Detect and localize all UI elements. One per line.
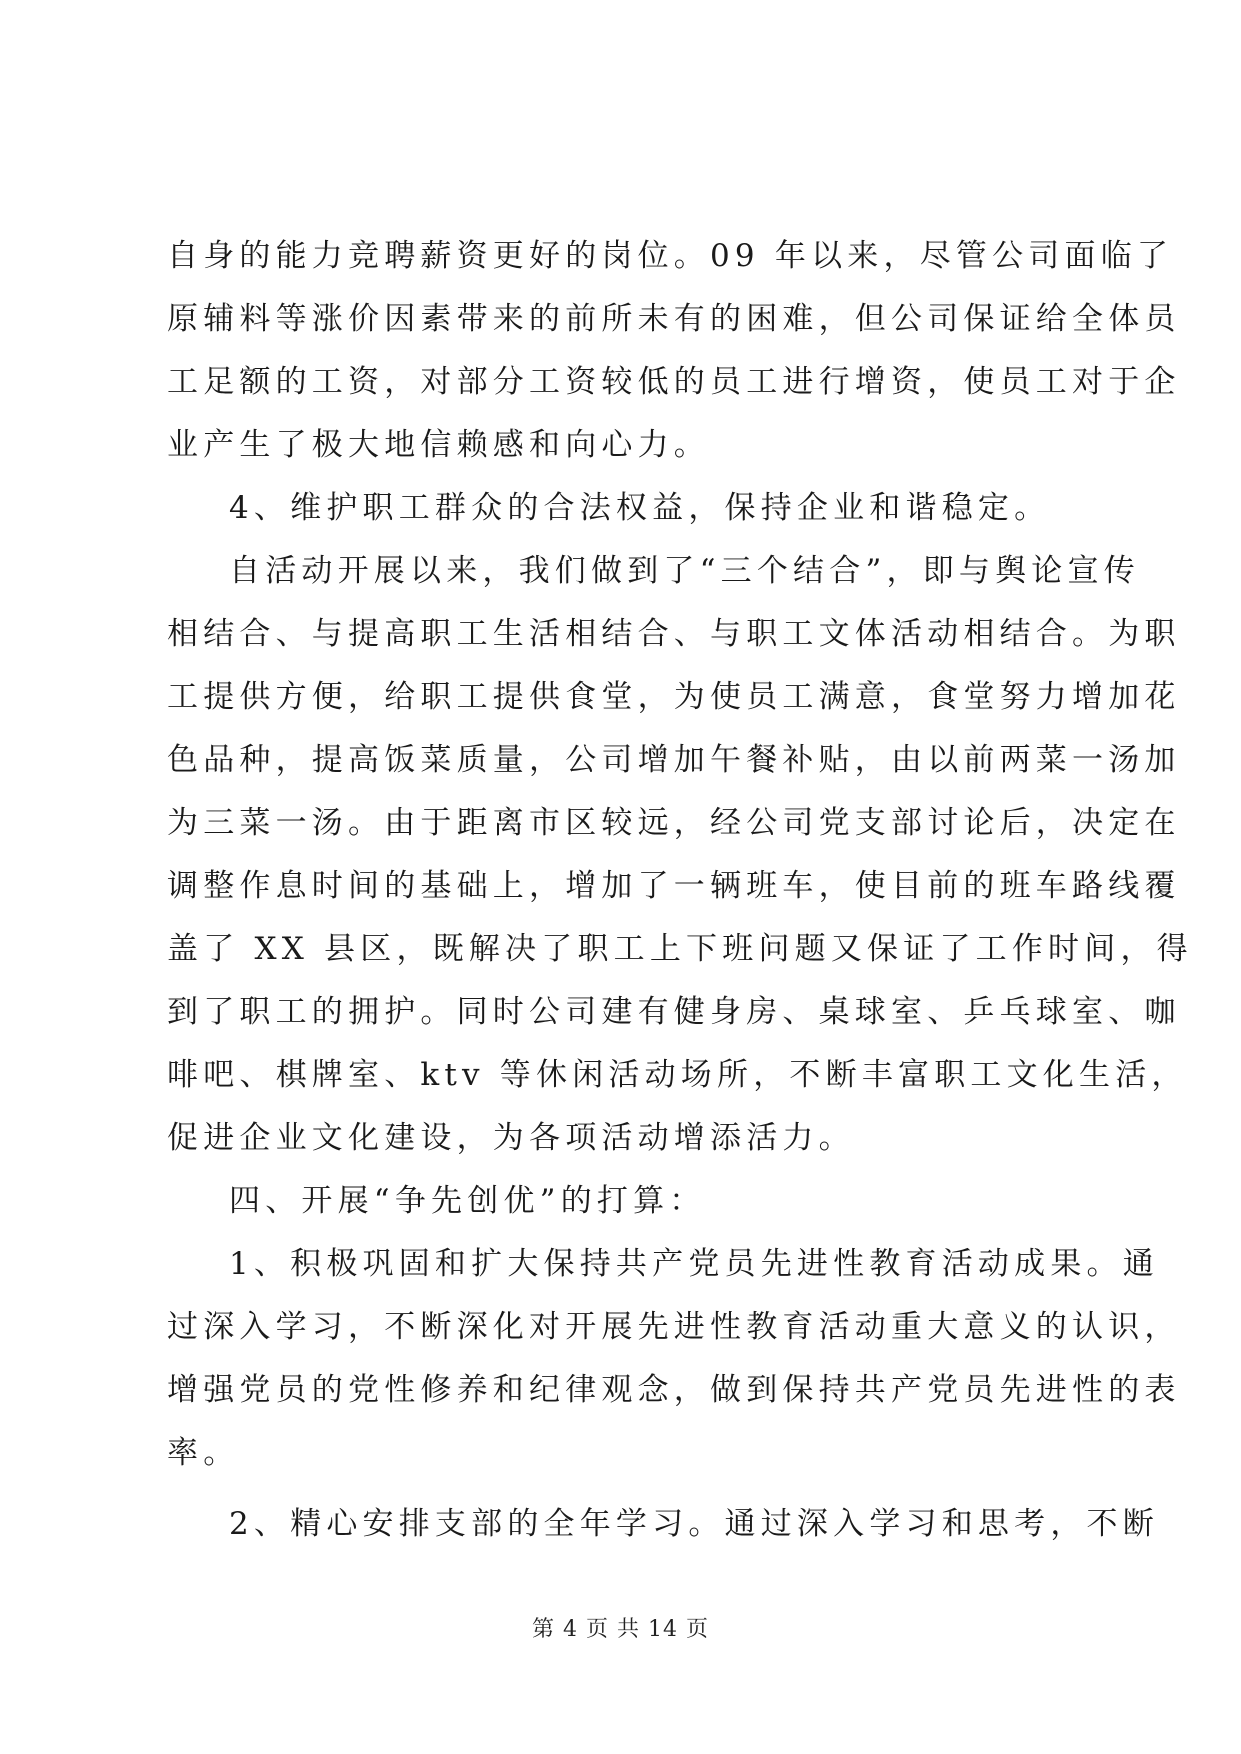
text-line: 相结合、与提高职工生活相结合、与职工文体活动相结合。为职 bbox=[167, 616, 1181, 652]
section-heading: 4、维护职工群众的合法权益，保持企业和谐稳定。 bbox=[229, 490, 1051, 526]
text-line: 啡吧、棋牌室、ktv 等休闲活动场所，不断丰富职工文化生活， bbox=[167, 1057, 1188, 1093]
text-line: 2、精心安排支部的全年学习。通过深入学习和思考，不断 bbox=[229, 1506, 1159, 1542]
text-line: 自活动开展以来，我们做到了“三个结合”，即与舆论宣传 bbox=[229, 553, 1140, 589]
text-line: 调整作息时间的基础上，增加了一辆班车，使目前的班车路线覆 bbox=[167, 868, 1181, 904]
text-line: 1、积极巩固和扩大保持共产党员先进性教育活动成果。通 bbox=[229, 1246, 1159, 1282]
text-line: 过深入学习，不断深化对开展先进性教育活动重大意义的认识， bbox=[167, 1309, 1181, 1345]
body-text bbox=[167, 225, 1193, 1556]
text-line: 增强党员的党性修养和纪律观念，做到保持共产党员先进性的表 bbox=[167, 1372, 1181, 1408]
text-line: 为三菜一汤。由于距离市区较远，经公司党支部讨论后，决定在 bbox=[167, 805, 1181, 841]
text-line: 原辅料等涨价因素带来的前所未有的困难，但公司保证给全体员 bbox=[167, 301, 1181, 337]
page-footer: 第 4 页 共 14 页 bbox=[532, 1617, 709, 1642]
text-line: 自身的能力竞聘薪资更好的岗位。09 年以来，尽管公司面临了 bbox=[167, 238, 1174, 274]
text-line: 工提供方便，给职工提供食堂，为使员工满意，食堂努力增加花 bbox=[167, 679, 1181, 715]
text-line: 到了职工的拥护。同时公司建有健身房、桌球室、乒乓球室、咖 bbox=[167, 994, 1181, 1030]
text-line: 率。 bbox=[167, 1435, 240, 1471]
text-line: 促进企业文化建设，为各项活动增添活力。 bbox=[167, 1120, 855, 1156]
text-line: 色品种，提高饭菜质量，公司增加午餐补贴，由以前两菜一汤加 bbox=[167, 742, 1181, 778]
section-heading: 四、开展“争先创优”的打算： bbox=[229, 1183, 706, 1219]
text-line: 盖了 XX 县区，既解决了职工上下班问题又保证了工作时间，得 bbox=[167, 931, 1193, 967]
text-line: 业产生了极大地信赖感和向心力。 bbox=[167, 427, 710, 463]
text-line: 工足额的工资，对部分工资较低的员工进行增资，使员工对于企 bbox=[167, 364, 1181, 400]
